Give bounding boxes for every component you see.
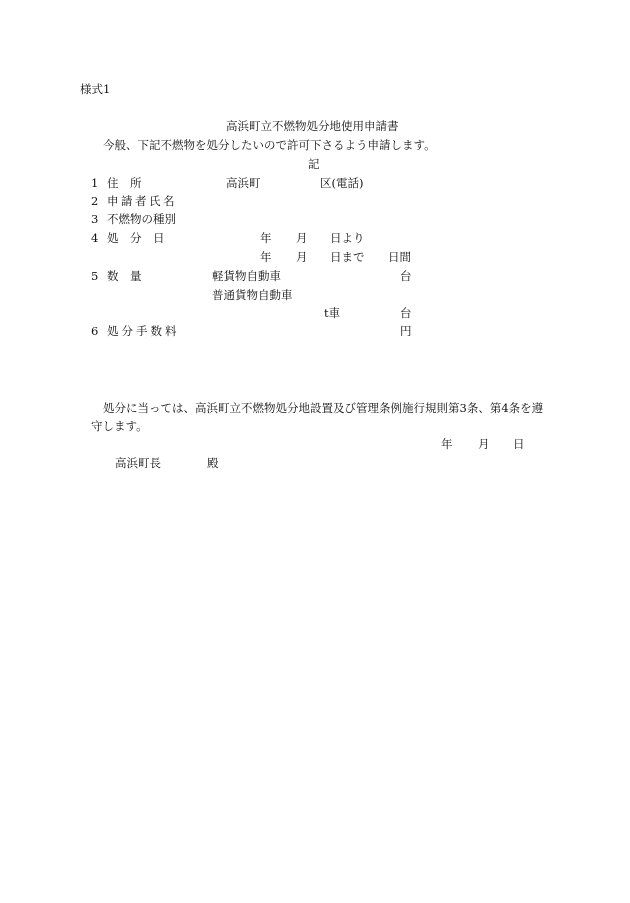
date-month: 月 bbox=[478, 437, 490, 451]
pledge-line-1: 処分に当っては、高浜町立不燃物処分地設置及び管理条例施行規則第3条、第4条を遵 bbox=[103, 401, 544, 415]
period-to-day: 日まで bbox=[330, 250, 365, 264]
item-2-number: 2 bbox=[91, 194, 99, 208]
period-days-unit: 日間 bbox=[388, 250, 411, 264]
ki-heading: 記 bbox=[308, 157, 320, 171]
address-ward-phone: 区(電話) bbox=[320, 176, 364, 190]
address-town: 高浜町 bbox=[226, 176, 261, 190]
item-2-label: 申請者氏名 bbox=[107, 194, 177, 208]
date-year: 年 bbox=[441, 437, 453, 451]
item-5-number: 5 bbox=[91, 269, 99, 283]
item-6-number: 6 bbox=[91, 324, 99, 338]
date-day: 日 bbox=[513, 437, 525, 451]
light-truck-unit: 台 bbox=[400, 269, 412, 283]
pledge-line-2: 守します。 bbox=[91, 419, 148, 433]
period-from-year: 年 bbox=[260, 231, 272, 245]
item-4-number: 4 bbox=[91, 231, 99, 245]
item-1-label: 住 所 bbox=[107, 176, 142, 190]
item-6-label: 処分手数料 bbox=[107, 324, 180, 338]
item-1-number: 1 bbox=[91, 176, 99, 190]
form-title: 高浜町立不燃物処分地使用申請書 bbox=[226, 119, 399, 133]
item-5-label: 数 量 bbox=[107, 269, 142, 283]
item-3-number: 3 bbox=[91, 212, 99, 226]
form-number: 様式1 bbox=[80, 82, 111, 96]
normal-truck-unit: 台 bbox=[400, 306, 412, 320]
item-3-label: 不燃物の種別 bbox=[107, 212, 176, 226]
period-from-month: 月 bbox=[296, 231, 308, 245]
fee-unit: 円 bbox=[400, 324, 412, 338]
intro-text: 今般、下記不燃物を処分したいので許可下さるよう申請します。 bbox=[103, 138, 436, 152]
addressee-honorific: 殿 bbox=[207, 456, 219, 470]
period-to-month: 月 bbox=[296, 250, 308, 264]
light-truck-label: 軽貨物自動車 bbox=[212, 269, 281, 283]
period-from-day: 日より bbox=[330, 231, 365, 245]
normal-truck-label: 普通貨物自動車 bbox=[212, 288, 293, 302]
addressee-name: 高浜町長 bbox=[115, 456, 161, 470]
period-to-year: 年 bbox=[260, 250, 272, 264]
ton-unit: t車 bbox=[324, 306, 341, 320]
item-4-label: 処 分 日 bbox=[107, 231, 165, 245]
